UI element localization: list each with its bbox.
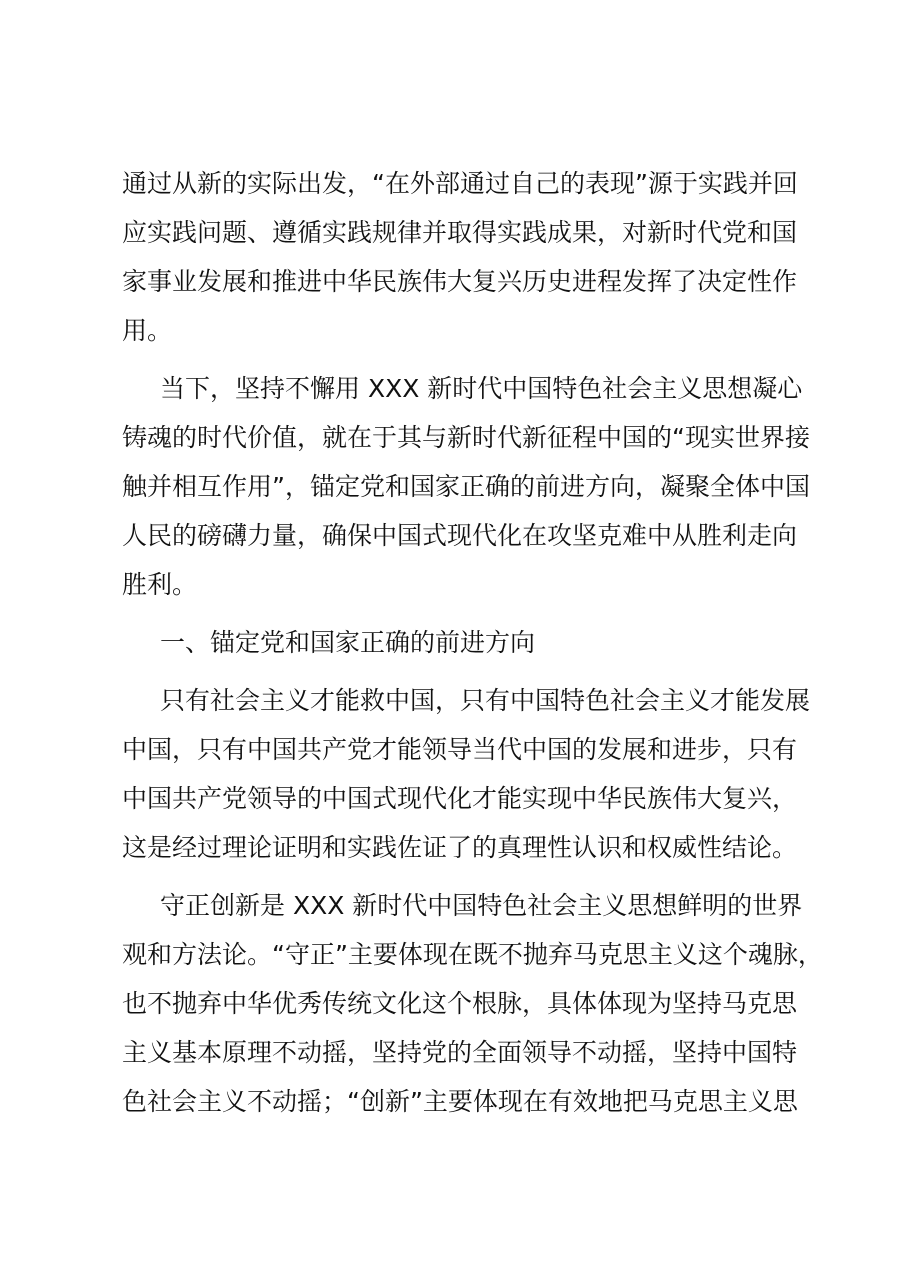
paragraph-line: 通过从新的实际出发，“在外部通过自己的表现”源于实践并回 xyxy=(122,169,798,198)
document-body xyxy=(122,159,823,1135)
paragraph-line: 色社会主义不动摇；“创新”主要体现在有效地把马克思主义思 xyxy=(122,1087,798,1116)
paragraph-line: 胜利。 xyxy=(122,570,198,599)
paragraph-line: 守正创新是 XXX 新时代中国特色社会主义思想鲜明的世界 xyxy=(160,891,803,920)
section-heading-text: 一、锚定党和国家正确的前进方向 xyxy=(160,628,536,657)
paragraph-4 xyxy=(122,881,823,1126)
paragraph-line: 这是经过理论证明和实践佐证了的真理性认识和权威性结论。 xyxy=(122,833,798,862)
paragraph-line: 应实践问题、遵循实践规律并取得实践成果，对新时代党和国 xyxy=(122,218,798,247)
paragraph-line: 用。 xyxy=(122,316,173,345)
paragraph-line: 中国，只有中国共产党才能领导当代中国的发展和进步，只有 xyxy=(122,735,798,764)
section-heading xyxy=(122,618,804,667)
paragraph-line: 只有社会主义才能救中国，只有中国特色社会主义才能发展 xyxy=(160,686,811,715)
paragraph-line: 触并相互作用”，锚定党和国家正确的前进方向，凝聚全体中国 xyxy=(122,472,810,501)
paragraph-line: 中国共产党领导的中国式现代化才能实现中华民族伟大复兴， xyxy=(122,784,798,813)
paragraph-line: 当下，坚持不懈用 XXX 新时代中国特色社会主义思想凝心 xyxy=(160,374,803,403)
paragraph-line: 人民的磅礴力量，确保中国式现代化在攻坚克难中从胜利走向 xyxy=(122,521,798,550)
paragraph-line: 也不抛弃中华优秀传统文化这个根脉，具体体现为坚持马克思 xyxy=(122,989,798,1018)
paragraph-3 xyxy=(122,676,811,872)
paragraph-2 xyxy=(122,364,810,609)
paragraph-line: 主义基本原理不动摇，坚持党的全面领导不动摇，坚持中国特 xyxy=(122,1038,798,1067)
paragraph-line: 家事业发展和推进中华民族伟大复兴历史进程发挥了决定性作 xyxy=(122,267,798,296)
paragraph-line: 铸魂的时代价值，就在于其与新时代新征程中国的“现实世界接 xyxy=(122,423,810,452)
paragraph-1 xyxy=(122,159,804,355)
paragraph-line: 观和方法论。“守正”主要体现在既不抛弃马克思主义这个魂脉， xyxy=(122,940,823,969)
